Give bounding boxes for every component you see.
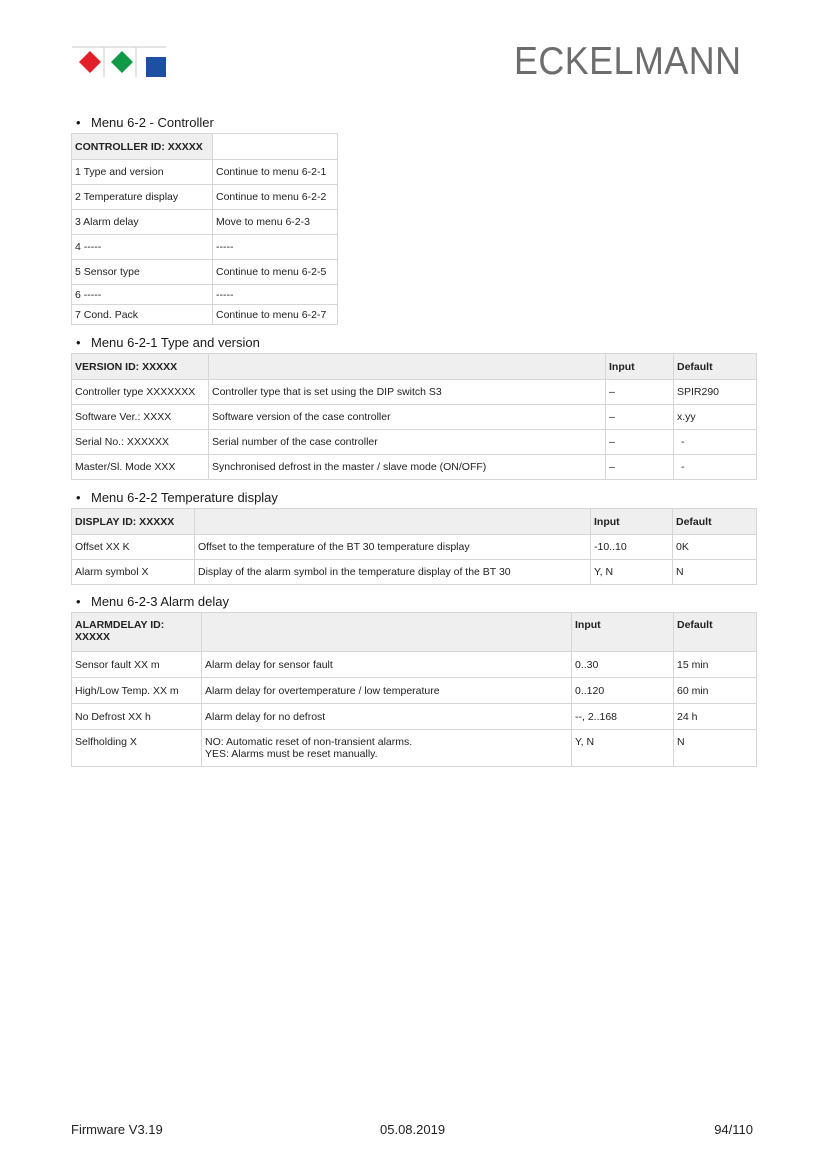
menu-item-action: Continue to menu 6-2-5 bbox=[213, 260, 338, 285]
header-cell bbox=[213, 134, 338, 160]
menu-item-label: 6 ----- bbox=[72, 285, 213, 305]
header-cell bbox=[72, 613, 202, 652]
description-cell: Display of the alarm symbol in the temperature display of the BT 30 bbox=[195, 560, 591, 585]
menu-item-action: Continue to menu 6-2-2 bbox=[213, 185, 338, 210]
input-cell: 0..30 bbox=[572, 652, 674, 678]
section-title-controller: • Menu 6-2 - Controller bbox=[76, 115, 214, 130]
description-cell: Offset to the temperature of the BT 30 temperature display bbox=[195, 535, 591, 560]
section-title-display: • Menu 6-2-2 Temperature display bbox=[76, 490, 278, 505]
parameter-cell: High/Low Temp. XX m bbox=[72, 678, 202, 704]
header-line: XXXXX bbox=[75, 631, 111, 643]
menu-item-label: 2 Temperature display bbox=[72, 185, 213, 210]
input-cell: Y, N bbox=[591, 560, 673, 585]
bullet-icon: • bbox=[76, 115, 81, 130]
description-cell: Alarm delay for overtemperature / low temperature bbox=[202, 678, 572, 704]
menu-item-action: Move to menu 6-2-3 bbox=[213, 210, 338, 235]
logo-blue-square bbox=[146, 57, 166, 77]
parameter-cell: Software Ver.: XXXX bbox=[72, 405, 209, 430]
description-cell: Software version of the case controller bbox=[209, 405, 606, 430]
header-cell: Input bbox=[591, 509, 673, 535]
table-row bbox=[72, 260, 338, 285]
display-table bbox=[71, 508, 757, 585]
header-cell: Default bbox=[674, 354, 757, 380]
input-cell: 0..120 bbox=[572, 678, 674, 704]
table-header-row bbox=[72, 134, 338, 160]
menu-item-action: ----- bbox=[213, 235, 338, 260]
description-line: NO: Automatic reset of non-transient alarms. bbox=[205, 736, 413, 748]
input-cell: – bbox=[606, 455, 674, 480]
brand-wordmark: ECKELMANN bbox=[514, 40, 742, 83]
header-cell: Default bbox=[673, 509, 757, 535]
description-cell: Alarm delay for no defrost bbox=[202, 704, 572, 730]
table-row bbox=[72, 535, 757, 560]
table-row bbox=[72, 380, 757, 405]
header-cell bbox=[195, 509, 591, 535]
input-cell: – bbox=[606, 405, 674, 430]
input-cell: – bbox=[606, 380, 674, 405]
table-row bbox=[72, 235, 338, 260]
parameter-cell: Serial No.: XXXXXX bbox=[72, 430, 209, 455]
input-cell: Y, N bbox=[572, 730, 674, 767]
menu-item-label: 7 Cond. Pack bbox=[72, 305, 213, 325]
parameter-cell: Controller type XXXXXXX bbox=[72, 380, 209, 405]
table-row bbox=[72, 185, 338, 210]
menu-item-label: 3 Alarm delay bbox=[72, 210, 213, 235]
parameter-cell: Selfholding X bbox=[72, 730, 202, 767]
footer-page-number: 94/110 bbox=[714, 1122, 753, 1137]
default-cell: x.yy bbox=[674, 405, 757, 430]
description-cell: Synchronised defrost in the master / slave mode (ON/OFF) bbox=[209, 455, 606, 480]
description-cell bbox=[202, 730, 572, 767]
bullet-icon: • bbox=[76, 335, 81, 350]
description-line: YES: Alarms must be reset manually. bbox=[205, 748, 378, 760]
default-cell: 60 min bbox=[674, 678, 757, 704]
default-cell: - bbox=[674, 430, 757, 455]
table-row bbox=[72, 210, 338, 235]
menu-item-action: ----- bbox=[213, 285, 338, 305]
table-row bbox=[72, 652, 757, 678]
header-cell: Default bbox=[674, 613, 757, 652]
logo-red-diamond bbox=[79, 51, 101, 73]
default-cell: - bbox=[674, 455, 757, 480]
menu-item-action: Continue to menu 6-2-1 bbox=[213, 160, 338, 185]
logo-green-diamond bbox=[111, 51, 133, 73]
menu-item-label: 4 ----- bbox=[72, 235, 213, 260]
table-row bbox=[72, 430, 757, 455]
header-cell: Input bbox=[606, 354, 674, 380]
section-title-version: • Menu 6-2-1 Type and version bbox=[76, 335, 260, 350]
footer-firmware: Firmware V3.19 bbox=[71, 1122, 163, 1137]
table-row bbox=[72, 560, 757, 585]
default-cell: 15 min bbox=[674, 652, 757, 678]
header-cell bbox=[209, 354, 606, 380]
input-cell: -10..10 bbox=[591, 535, 673, 560]
header-cell: Input bbox=[572, 613, 674, 652]
table-row bbox=[72, 704, 757, 730]
header-cell: DISPLAY ID: XXXXX bbox=[72, 509, 195, 535]
table-row bbox=[72, 730, 757, 767]
bullet-icon: • bbox=[76, 594, 81, 609]
description-cell: Alarm delay for sensor fault bbox=[202, 652, 572, 678]
table-row bbox=[72, 405, 757, 430]
parameter-cell: Sensor fault XX m bbox=[72, 652, 202, 678]
header-cell: VERSION ID: XXXXX bbox=[72, 354, 209, 380]
default-cell: SPIR290 bbox=[674, 380, 757, 405]
header-cell: CONTROLLER ID: XXXXX bbox=[72, 134, 213, 160]
footer-date: 05.08.2019 bbox=[380, 1122, 446, 1137]
description-cell: Controller type that is set using the DIP switch S3 bbox=[209, 380, 606, 405]
table-row bbox=[72, 160, 338, 185]
parameter-cell: No Defrost XX h bbox=[72, 704, 202, 730]
table-row bbox=[72, 305, 338, 325]
controller-table bbox=[71, 133, 338, 325]
table-row bbox=[72, 455, 757, 480]
alarm-table bbox=[71, 612, 757, 767]
table-row bbox=[72, 678, 757, 704]
bullet-icon: • bbox=[76, 490, 81, 505]
table-header-row bbox=[72, 509, 757, 535]
parameter-cell: Master/Sl. Mode XXX bbox=[72, 455, 209, 480]
description-cell: Serial number of the case controller bbox=[209, 430, 606, 455]
table-header-row bbox=[72, 613, 757, 652]
version-table bbox=[71, 353, 757, 480]
table-header-row bbox=[72, 354, 757, 380]
parameter-cell: Offset XX K bbox=[72, 535, 195, 560]
default-cell: N bbox=[673, 560, 757, 585]
default-cell: N bbox=[674, 730, 757, 767]
section-title-alarm: • Menu 6-2-3 Alarm delay bbox=[76, 594, 230, 609]
default-cell: 0K bbox=[673, 535, 757, 560]
default-cell: 24 h bbox=[674, 704, 757, 730]
menu-item-label: 5 Sensor type bbox=[72, 260, 213, 285]
menu-item-action: Continue to menu 6-2-7 bbox=[213, 305, 338, 325]
parameter-cell: Alarm symbol X bbox=[72, 560, 195, 585]
eckelmann-logo bbox=[72, 44, 168, 80]
menu-item-label: 1 Type and version bbox=[72, 160, 213, 185]
table-row bbox=[72, 285, 338, 305]
input-cell: --, 2..168 bbox=[572, 704, 674, 730]
header-line: ALARMDELAY ID: bbox=[75, 619, 165, 631]
header-cell bbox=[202, 613, 572, 652]
input-cell: – bbox=[606, 430, 674, 455]
